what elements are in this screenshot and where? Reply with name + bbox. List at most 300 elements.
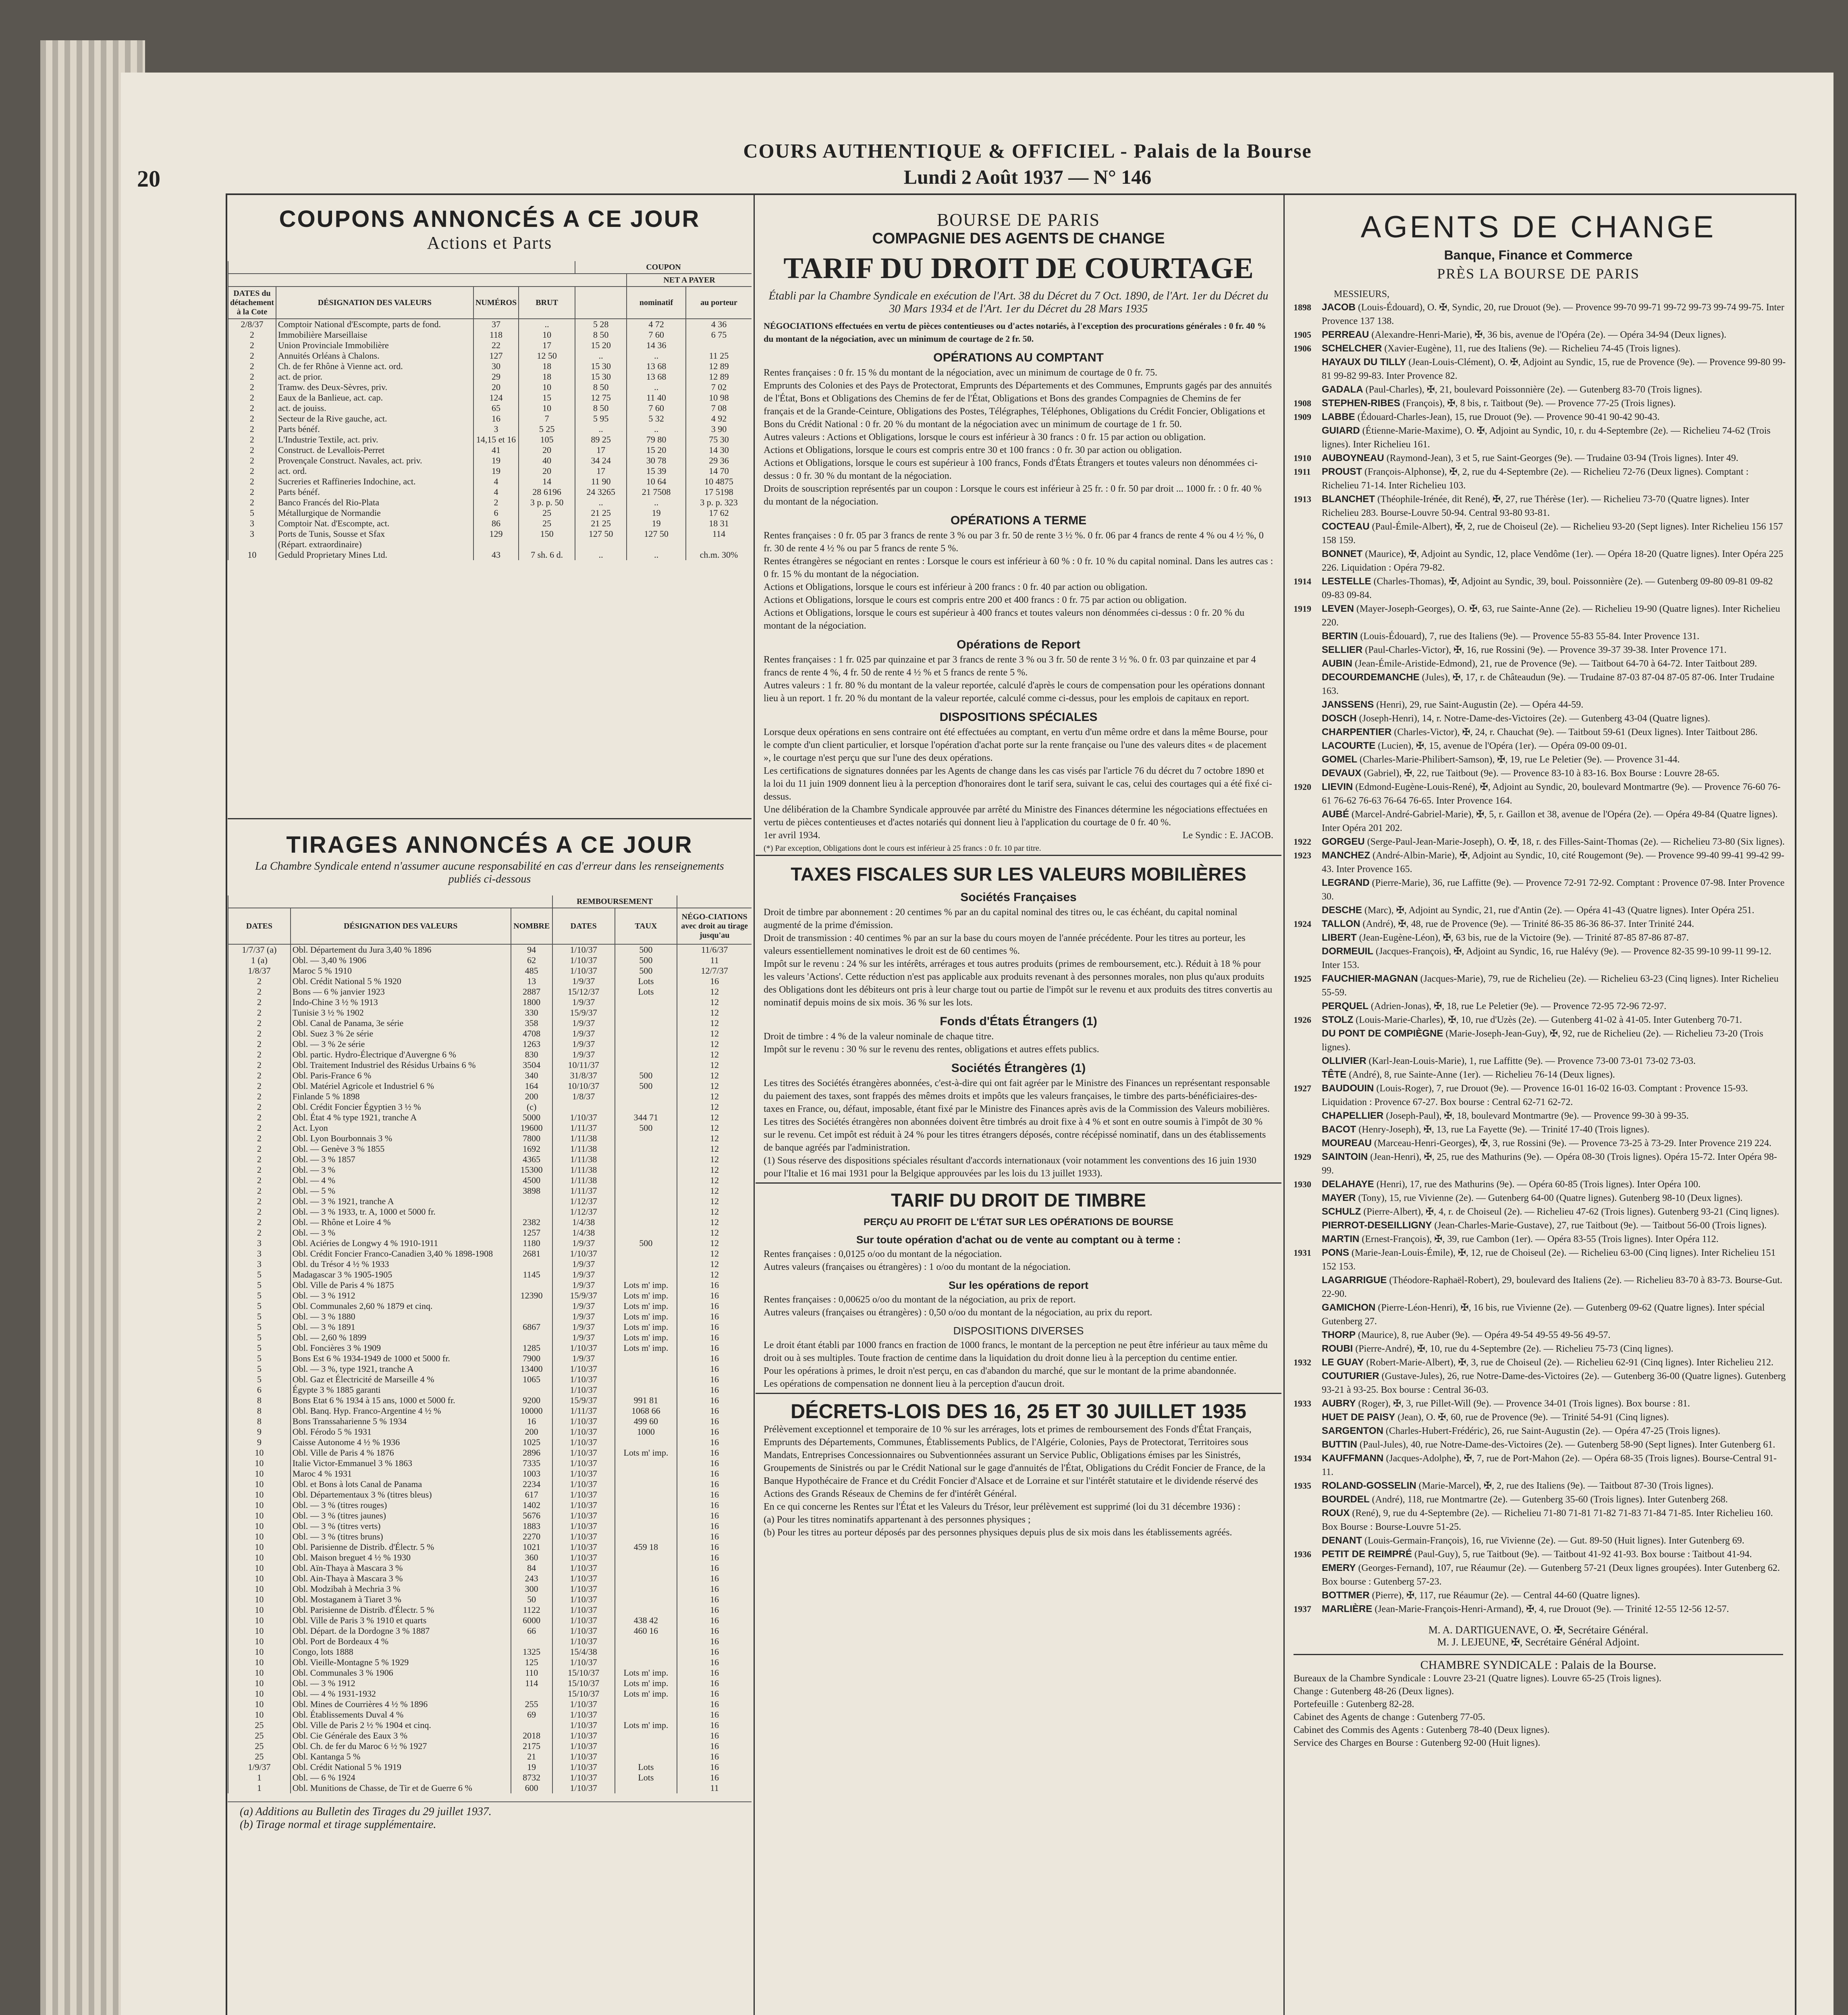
table-cell: 127 — [473, 351, 519, 361]
table-cell: 4 36 — [686, 319, 752, 330]
table-cell: 2 — [228, 1028, 291, 1039]
table-cell: 25 — [228, 1751, 291, 1762]
table-cell: Obl. Ville de Paris 4 % 1876 — [291, 1448, 511, 1458]
table-cell: 5 — [228, 1374, 291, 1385]
table-cell: 65 — [473, 403, 519, 413]
column-header: DATES du détachement à la Cote — [228, 287, 276, 319]
table-cell: 2 — [228, 1123, 291, 1133]
table-cell: 7 sh. 6 d. — [519, 550, 575, 560]
paragraph: Rentes françaises : 0,0125 o/oo du montant de la négociation. — [764, 1249, 1002, 1259]
column-header: au porteur — [686, 287, 752, 319]
agent-entry — [1285, 1219, 1791, 1232]
agent-entry — [1285, 1150, 1791, 1178]
table-cell: 17 — [575, 445, 627, 455]
table-cell: 15/10/37 — [552, 1668, 615, 1678]
table-cell: 79 80 — [627, 434, 686, 445]
table-cell — [615, 1584, 677, 1594]
table-cell: 360 — [511, 1552, 552, 1563]
table-cell: Obl. Cie Générale des Eaux 3 % — [291, 1730, 511, 1741]
agent-details: (Gabriel), ✠, 22, rue Taitbout (9e). — Provence 83-10 à 83-16. Box Bourse : Louvre 28-65. — [1364, 768, 1719, 779]
table-cell: 200 — [511, 1091, 552, 1102]
table-cell: 10 — [519, 382, 575, 393]
table-row — [228, 1542, 752, 1552]
table-row — [228, 1657, 752, 1668]
table-cell: 15 20 — [627, 445, 686, 455]
agent-name: CHAPELLIER — [1322, 1110, 1384, 1121]
table-cell: 10000 — [511, 1406, 552, 1416]
agent-year: 1909 — [1294, 412, 1311, 422]
table-cell: 1/11/37 — [552, 1186, 615, 1196]
table-row — [228, 1144, 752, 1154]
table-cell: 2 — [228, 434, 276, 445]
paragraph: Les titres des Sociétés étrangères non abonnées doivent être timbrés au droit fixe à 4 % et sont en outre soumis à l'impôt de 30 % sur le revenu. Cet impôt est réduit à 24 % pour les titres étrangers déposés, contre récépissé nominatif, dans un des établissements de banque agréés par l'administration. — [764, 1117, 1266, 1153]
agent-year — [1294, 520, 1322, 547]
table-row — [228, 1238, 752, 1248]
table-cell: 16 — [677, 1668, 752, 1678]
table-cell: Obl. Aciéries de Longwy 4 % 1910-1911 — [291, 1238, 511, 1248]
table-row — [228, 1427, 752, 1437]
table-cell: 2896 — [511, 1448, 552, 1458]
agent-year — [1294, 904, 1322, 917]
timbre-h1: Sur toute opération d'achat ou de vente au comptant ou à terme : — [856, 1234, 1181, 1246]
table-cell: 4 92 — [686, 413, 752, 424]
table-cell: 200 — [511, 1427, 552, 1437]
table-cell: 15 30 — [575, 361, 627, 372]
agent-details: (Edmond-Eugène-Louis-René), ✠, Adjoint au Syndic, 20, boulevard Montmartre (9e). — Provence 76-60 76-61 76-62 76-63 76-64 76-65. Inter Provence 164. — [1322, 782, 1781, 806]
table-cell: 438 42 — [615, 1615, 677, 1626]
agent-entry — [1285, 1205, 1791, 1219]
agent-text — [1322, 424, 1787, 451]
table-cell: Obl. — 3 % 1912 — [291, 1678, 511, 1689]
agent-year — [1294, 1219, 1322, 1232]
agent-entry — [1285, 1136, 1791, 1150]
table-cell: 1/10/37 — [552, 1521, 615, 1531]
agent-text — [1322, 753, 1787, 767]
agent-name: PROUST — [1322, 466, 1362, 477]
agent-details: (Jean-Charles-Marie-Gustave), 27, rue Taitbout (9e). — Taitbout 56-00 (Trois lignes). — [1434, 1220, 1767, 1231]
table-row — [228, 1175, 752, 1186]
table-cell — [511, 1332, 552, 1343]
table-cell: 14 70 — [686, 466, 752, 476]
table-cell: 1/11/38 — [552, 1154, 615, 1165]
table-cell: 2 — [228, 1217, 291, 1228]
table-cell: 12390 — [511, 1290, 552, 1301]
table-cell: 1/9/37 — [552, 1269, 615, 1280]
agent-year — [1294, 1438, 1322, 1452]
table-cell: 617 — [511, 1489, 552, 1500]
agent-name: MARTIN — [1322, 1234, 1360, 1244]
table-cell: 1/10/37 — [552, 1783, 615, 1793]
agent-entry — [1285, 1178, 1791, 1191]
table-cell: 10 — [228, 1594, 291, 1605]
table-cell: 1/10/37 — [552, 1437, 615, 1448]
table-cell: Obl. — 3,40 % 1906 — [291, 955, 511, 966]
table-cell: 1/10/37 — [552, 1364, 615, 1374]
table-cell — [511, 1196, 552, 1207]
agent-details: (Paul-Émile-Albert), ✠, 2, rue de Choiseul (2e). — Richelieu 93-20 (Sept lignes). Inter Richelieu 156 157 158 159. — [1322, 521, 1783, 546]
table-cell: 2 — [228, 424, 276, 434]
agent-name: ROLAND-GOSSELIN — [1322, 1480, 1416, 1491]
agent-year — [1294, 657, 1322, 671]
agent-text — [1322, 465, 1787, 492]
agent-name: JACOB — [1322, 302, 1356, 313]
table-cell: Lots — [615, 1772, 677, 1783]
table-cell: Obl. Lyon Bourbonnais 3 % — [291, 1133, 511, 1144]
table-cell: 12 — [677, 1102, 752, 1112]
tarif-paragraph: Rentes françaises : 0 fr. 15 % du montant de la négociation, avec un minimum de courtage de 0 fr. 75. — [764, 368, 1158, 378]
table-cell: 124 — [473, 393, 519, 403]
agent-text — [1322, 767, 1787, 780]
table-cell: 16 — [677, 1584, 752, 1594]
table-cell: 10 — [228, 1489, 291, 1500]
table-row — [228, 1783, 752, 1793]
agent-details: (Louis-Édouard), 7, rue des Italiens (9e). — Provence 55-83 55-84. Inter Provence 131. — [1360, 631, 1700, 642]
column-header: NUMÉROS — [473, 287, 519, 319]
table-cell: 16 — [677, 1678, 752, 1689]
table-row — [228, 340, 752, 351]
table-cell — [511, 1301, 552, 1311]
agent-entry — [1285, 1301, 1791, 1328]
table-cell: 16 — [677, 1699, 752, 1710]
table-cell: 1/10/37 — [552, 1248, 615, 1259]
agent-entry — [1285, 465, 1791, 492]
agent-name: AUBOYNEAU — [1322, 453, 1384, 463]
table-cell: 1025 — [511, 1437, 552, 1448]
table-cell: 1 (a) — [228, 955, 291, 966]
table-cell: Obl. — 3 % 1891 — [291, 1322, 511, 1332]
agent-name: ROUBI — [1322, 1343, 1353, 1354]
table-cell: 4500 — [511, 1175, 552, 1186]
agent-name: GORGEU — [1322, 836, 1365, 847]
table-row — [228, 955, 752, 966]
agent-name: LIBERT — [1322, 932, 1357, 943]
agent-name: TALLON — [1322, 918, 1360, 929]
agent-year — [1294, 1191, 1322, 1205]
table-cell: 2 — [228, 987, 291, 997]
table-cell: Obl. Parisienne de Distrib. d'Électr. 5 % — [291, 1605, 511, 1615]
table-cell: 15/9/37 — [552, 1008, 615, 1018]
table-cell: 1/9/37 — [552, 1049, 615, 1060]
agent-year — [1294, 1424, 1322, 1438]
table-cell: 1325 — [511, 1647, 552, 1657]
table-cell: Obl. Mostaganem à Tiaret 3 % — [291, 1594, 511, 1605]
agent-entry — [1285, 876, 1791, 904]
table-cell: 12 75 — [575, 393, 627, 403]
table-row — [228, 1563, 752, 1573]
table-cell: 10 — [228, 1500, 291, 1510]
tarif-syndic: Le Syndic : E. JACOB. — [1182, 830, 1273, 841]
agent-name: BACOT — [1322, 1124, 1356, 1135]
table-cell: 3898 — [511, 1186, 552, 1196]
table-cell: 1/10/37 — [552, 1594, 615, 1605]
table-cell: Obl. Matériel Agricole et Industriel 6 % — [291, 1081, 511, 1091]
table-cell: 7800 — [511, 1133, 552, 1144]
table-cell: 30 78 — [627, 455, 686, 466]
table-row — [228, 1531, 752, 1542]
page-number: 20 — [137, 166, 160, 192]
agent-entry — [1285, 629, 1791, 643]
table-cell: 1/11/37 — [552, 1406, 615, 1416]
table-cell: 11 40 — [627, 393, 686, 403]
agent-year — [1294, 1068, 1322, 1082]
paragraph: Le droit étant établi par 1000 francs en fraction de 1000 francs, le montant de la perception ne peut être inférieur au taux même du droit ou à ses multiples. Toute fraction de centime dans la liquidation du droit donne lieu à la perception du centime entier. — [764, 1340, 1268, 1363]
agent-text — [1322, 301, 1787, 328]
table-cell: 16 — [677, 1552, 752, 1563]
table-cell: Obl. Communales 2,60 % 1879 et cinq. — [291, 1301, 511, 1311]
agent-text — [1322, 1506, 1787, 1534]
table-cell: .. — [575, 497, 627, 508]
agent-name: PIERROT-DESEILLIGNY — [1322, 1220, 1432, 1231]
agent-name: JANSSENS — [1322, 699, 1374, 710]
agent-name: FAUCHIER-MAGNAN — [1322, 973, 1418, 984]
table-cell: 255 — [511, 1699, 552, 1710]
table-cell: Obl. Vieille-Montagne 5 % 1929 — [291, 1657, 511, 1668]
table-cell: 94 — [511, 944, 552, 955]
table-row — [228, 1248, 752, 1259]
table-cell: ch.m. 30% — [686, 550, 752, 560]
table-cell: Ch. de fer Rhône à Vienne act. ord. — [276, 361, 473, 372]
table-cell: 12 — [677, 1091, 752, 1102]
agent-text — [1322, 1082, 1787, 1109]
agent-entry — [1285, 1273, 1791, 1301]
agents-messieurs: MESSIEURS, — [1334, 289, 1390, 299]
tarif-paragraph: Autres valeurs : Actions et Obligations, lorsque le cours est inférieur à 30 francs : 0 fr. 15 par action ou obligation. — [764, 432, 1206, 442]
table-cell: 20 — [473, 382, 519, 393]
table-cell: 500 — [615, 944, 677, 955]
table-cell: 12 — [677, 1008, 752, 1018]
table-cell: 16 — [677, 1311, 752, 1322]
table-cell: 43 — [473, 550, 519, 560]
agent-details: (Pierre-Léon-Henri), ✠, 16 bis, rue Vivienne (2e). — Gutenberg 09-62 (Quatre lignes). Inter spécial Gutenberg 27. — [1322, 1302, 1765, 1327]
table-cell — [615, 1563, 677, 1573]
agent-details: (Marie-Joseph-Jean-Guy), ✠, 92, rue de Richelieu (2e). — Richelieu 73-20 (Trois lignes). — [1322, 1028, 1763, 1053]
agent-name: SARGENTON — [1322, 1425, 1383, 1436]
agent-details: (Karl-Jean-Louis-Marie), 1, rue Laffitte (9e). — Provence 73-00 73-01 73-02 73-03. — [1368, 1056, 1696, 1066]
table-cell — [511, 1385, 552, 1395]
table-cell: 16 — [677, 1458, 752, 1469]
table-cell: 127 50 — [627, 529, 686, 539]
agent-year: 1933 — [1294, 1398, 1311, 1408]
table-cell: Ports de Tunis, Sousse et Sfax — [276, 529, 473, 539]
table-cell — [615, 1510, 677, 1521]
agent-text — [1322, 1191, 1787, 1205]
table-cell: 12 — [677, 1269, 752, 1280]
agent-name: GADALA — [1322, 384, 1363, 395]
agent-name: LIEVIN — [1322, 781, 1353, 792]
table-row — [228, 1510, 752, 1521]
table-row — [228, 1416, 752, 1427]
table-cell: 16 — [677, 1364, 752, 1374]
tarif-section-heading: OPÉRATIONS AU COMPTANT — [933, 351, 1104, 364]
table-cell: 2 — [228, 340, 276, 351]
agent-year — [1294, 1205, 1322, 1219]
paragraph: Prélèvement exceptionnel et temporaire de 10 % sur les arrérages, lots et primes de remboursement des Fonds d'État Français, Emprunts des Départements, Communes, Établissements Publics, de l'Algérie, Colonies, Pays de Protectorat, Territoires sous Mandats, Entreprises Concessionnaires ou Subventionnées assurant un Service Public, Obligations émises par les Sinistrés, Groupements de Sinistrés ou par le Crédit National sur le gage d'annuités de l'État, Obligations du Crédit Foncier de France, de la Banque Hypothécaire de France et du Crédit Foncier d'Alsace et de Lorraine et sur l'intérêt statutaire et le dividende réservé des Actions des Grands Réseaux de Chemins de fer d'intérêt Général. — [764, 1424, 1265, 1499]
table-cell: 16 — [677, 1301, 752, 1311]
agent-entry — [1285, 753, 1791, 767]
table-cell: 1/10/37 — [552, 1427, 615, 1437]
agent-year — [1294, 1273, 1322, 1301]
table-cell: 16 — [677, 1657, 752, 1668]
table-cell: Obl. Départ. de la Dordogne 3 % 1887 — [291, 1626, 511, 1636]
agent-name: MANCHEZ — [1322, 850, 1370, 861]
table-cell: 17 — [519, 340, 575, 351]
tirages-table — [228, 895, 752, 1793]
table-cell — [615, 1605, 677, 1615]
table-cell: Provençale Construct. Navales, act. priv. — [276, 455, 473, 466]
agent-details: (Jacques-Adolphe), ✠, 7, rue de Port-Mahon (2e). — Opéra 68-35 (Trois lignes). Bourse-Central 91-11. — [1322, 1453, 1777, 1477]
table-cell — [615, 1521, 677, 1531]
table-cell: 1/10/37 — [552, 1385, 615, 1395]
table-cell: 1/10/37 — [552, 1448, 615, 1458]
table-cell: 16 — [677, 1427, 752, 1437]
table-cell — [615, 1269, 677, 1280]
table-cell: 7 02 — [686, 382, 752, 393]
table-cell — [615, 1008, 677, 1018]
tarif-paragraph: Actions et Obligations, lorsque le cours est supérieur à 100 francs, Fonds d'États Étrangers et toutes valeurs non dénommées ci-dessus : 0 fr. 30 % du montant de la négociation. — [764, 458, 1258, 481]
table-cell: 21 — [511, 1751, 552, 1762]
agent-year: 1914 — [1294, 576, 1311, 586]
table-cell: 2 — [228, 1133, 291, 1144]
agent-text — [1322, 1424, 1787, 1438]
table-cell: 10 — [228, 1605, 291, 1615]
agent-entry — [1285, 1342, 1791, 1356]
table-cell: 69 — [511, 1710, 552, 1720]
table-cell: 34 24 — [575, 455, 627, 466]
table-cell: 5 — [228, 1311, 291, 1322]
table-cell: 25 — [228, 1730, 291, 1741]
table-cell: Maroc 5 % 1910 — [291, 966, 511, 976]
table-cell: 1/10/37 — [552, 1500, 615, 1510]
table-cell: 12 — [677, 1165, 752, 1175]
agents-sig1: M. A. DARTIGUENAVE, O. ✠, Secrétaire Général. — [1428, 1624, 1649, 1636]
table-cell: Obl. partic. Hydro-Électrique d'Auvergne 6 % — [291, 1049, 511, 1060]
table-cell: 500 — [615, 1123, 677, 1133]
table-cell: 10 — [228, 1657, 291, 1668]
agent-name: OLLIVIER — [1322, 1055, 1366, 1066]
table-cell: 13 68 — [627, 372, 686, 382]
agent-details: (André), ✠, 48, rue de Provence (9e). — Trinité 86-35 86-36 86-37. Inter Trinité 244. — [1362, 919, 1694, 929]
table-cell: Secteur de la Rive gauche, act. — [276, 413, 473, 424]
agent-text — [1322, 520, 1787, 547]
tarif-section-heading: DISPOSITIONS SPÉCIALES — [939, 710, 1098, 724]
agent-year: 1930 — [1294, 1179, 1311, 1189]
table-row — [228, 1207, 752, 1217]
table-cell: Égypte 3 % 1885 garanti — [291, 1385, 511, 1395]
table-row — [228, 1060, 752, 1070]
agent-details: (Adrien-Jonas), ✠, 18, rue Le Peletier (9e). — Provence 72-95 72-96 72-97. — [1371, 1001, 1667, 1012]
agent-name: PETIT DE REIMPRÉ — [1322, 1549, 1412, 1560]
table-row — [228, 1730, 752, 1741]
agent-year: 1926 — [1294, 1015, 1311, 1025]
chambre-title: CHAMBRE SYNDICALE : Palais de la Bourse. — [1420, 1658, 1657, 1672]
table-cell: 16 — [677, 1332, 752, 1343]
table-cell: 500 — [615, 966, 677, 976]
agent-year — [1294, 1027, 1322, 1054]
table-cell: 21 25 — [575, 508, 627, 518]
tarif-title: TARIF DU DROIT DE COURTAGE — [783, 252, 1254, 285]
table-cell: 31/8/37 — [552, 1070, 615, 1081]
agent-details: (Marc), ✠, Adjoint au Syndic, 21, rue d'Antin (2e). — Opéra 41-43 (Quatre lignes). Inter Opéra 251. — [1364, 905, 1755, 916]
agent-name: STOLZ — [1322, 1014, 1354, 1025]
table-cell: 19 — [627, 508, 686, 518]
agent-entry — [1285, 451, 1791, 465]
table-cell: 5 — [228, 1280, 291, 1290]
table-cell: 11 90 — [575, 476, 627, 487]
agent-text — [1322, 725, 1787, 739]
agent-year — [1294, 1506, 1322, 1534]
table-cell: 12 — [677, 1081, 752, 1091]
agent-text — [1322, 1589, 1787, 1602]
table-cell — [615, 1228, 677, 1238]
agent-entry — [1285, 1068, 1791, 1082]
table-cell: 16 — [677, 1395, 752, 1406]
column-header: nominatif — [627, 287, 686, 319]
table-cell: 1/11/38 — [552, 1144, 615, 1154]
table-cell: 25 — [228, 1720, 291, 1730]
agent-name: AUBÉ — [1322, 809, 1350, 820]
agent-name: BAUDOUIN — [1322, 1083, 1374, 1094]
table-row — [228, 403, 752, 413]
table-cell: 1/10/37 — [552, 1772, 615, 1783]
agent-text — [1322, 1219, 1787, 1232]
table-cell: 16 — [677, 1448, 752, 1458]
table-row — [228, 1573, 752, 1584]
table-cell: 10 — [228, 1626, 291, 1636]
agent-entry — [1285, 383, 1791, 397]
table-cell — [511, 1689, 552, 1699]
agent-name: DECOURDEMANCHE — [1322, 672, 1420, 683]
agent-entry — [1285, 671, 1791, 698]
table-cell: 2 — [228, 1144, 291, 1154]
table-cell — [615, 1175, 677, 1186]
agent-name: ROUX — [1322, 1508, 1350, 1519]
agent-details: (Raymond-Jean), 3 et 5, rue Saint-Georges (9e). — Trudaine 03-94 (Trois lignes). Inter 49. — [1386, 453, 1738, 463]
table-row — [228, 1448, 752, 1458]
table-cell: 10 — [228, 1699, 291, 1710]
agent-entry — [1285, 1191, 1791, 1205]
table-row — [228, 987, 752, 997]
table-cell: .. — [575, 424, 627, 434]
agent-details: (René), 9, rue du 4-Septembre (2e). — Richelieu 71-80 71-81 71-82 71-83 71-84 71-85. Inter Richelieu 160. Box Bourse : Bourse-Louvre 51-25. — [1322, 1508, 1773, 1532]
table-cell: 7 08 — [686, 403, 752, 413]
table-cell: 1/9/37 — [552, 1039, 615, 1049]
agent-year: 1924 — [1294, 919, 1311, 929]
table-cell: 3504 — [511, 1060, 552, 1070]
table-row — [228, 1301, 752, 1311]
table-cell: 1/10/37 — [552, 944, 615, 955]
table-row — [228, 966, 752, 976]
table-cell: Obl. Parisienne de Distrib. d'Électr. 5 % — [291, 1542, 511, 1552]
table-cell: 16 — [677, 1374, 752, 1385]
tarif-section-heading: OPÉRATIONS A TERME — [950, 514, 1087, 527]
table-row — [228, 1028, 752, 1039]
table-cell: 2 — [228, 1175, 291, 1186]
table-row — [228, 1489, 752, 1500]
table-cell: 16 — [677, 1720, 752, 1730]
agent-text — [1322, 1602, 1787, 1616]
table-cell: .. — [575, 550, 627, 560]
agent-text — [1322, 547, 1787, 575]
table-cell: Lots — [615, 987, 677, 997]
table-cell: Lots m' imp. — [615, 1720, 677, 1730]
table-cell: Obl. Munitions de Chasse, de Tir et de Guerre 6 % — [291, 1783, 511, 1793]
table-cell: 991 81 — [615, 1395, 677, 1406]
table-cell: 10 — [228, 1458, 291, 1469]
table-cell: 3 — [228, 1238, 291, 1248]
table-cell: Eaux de la Banlieue, act. cap. — [276, 393, 473, 403]
table-row — [228, 1322, 752, 1332]
table-cell: 1/9/37 — [552, 1353, 615, 1364]
